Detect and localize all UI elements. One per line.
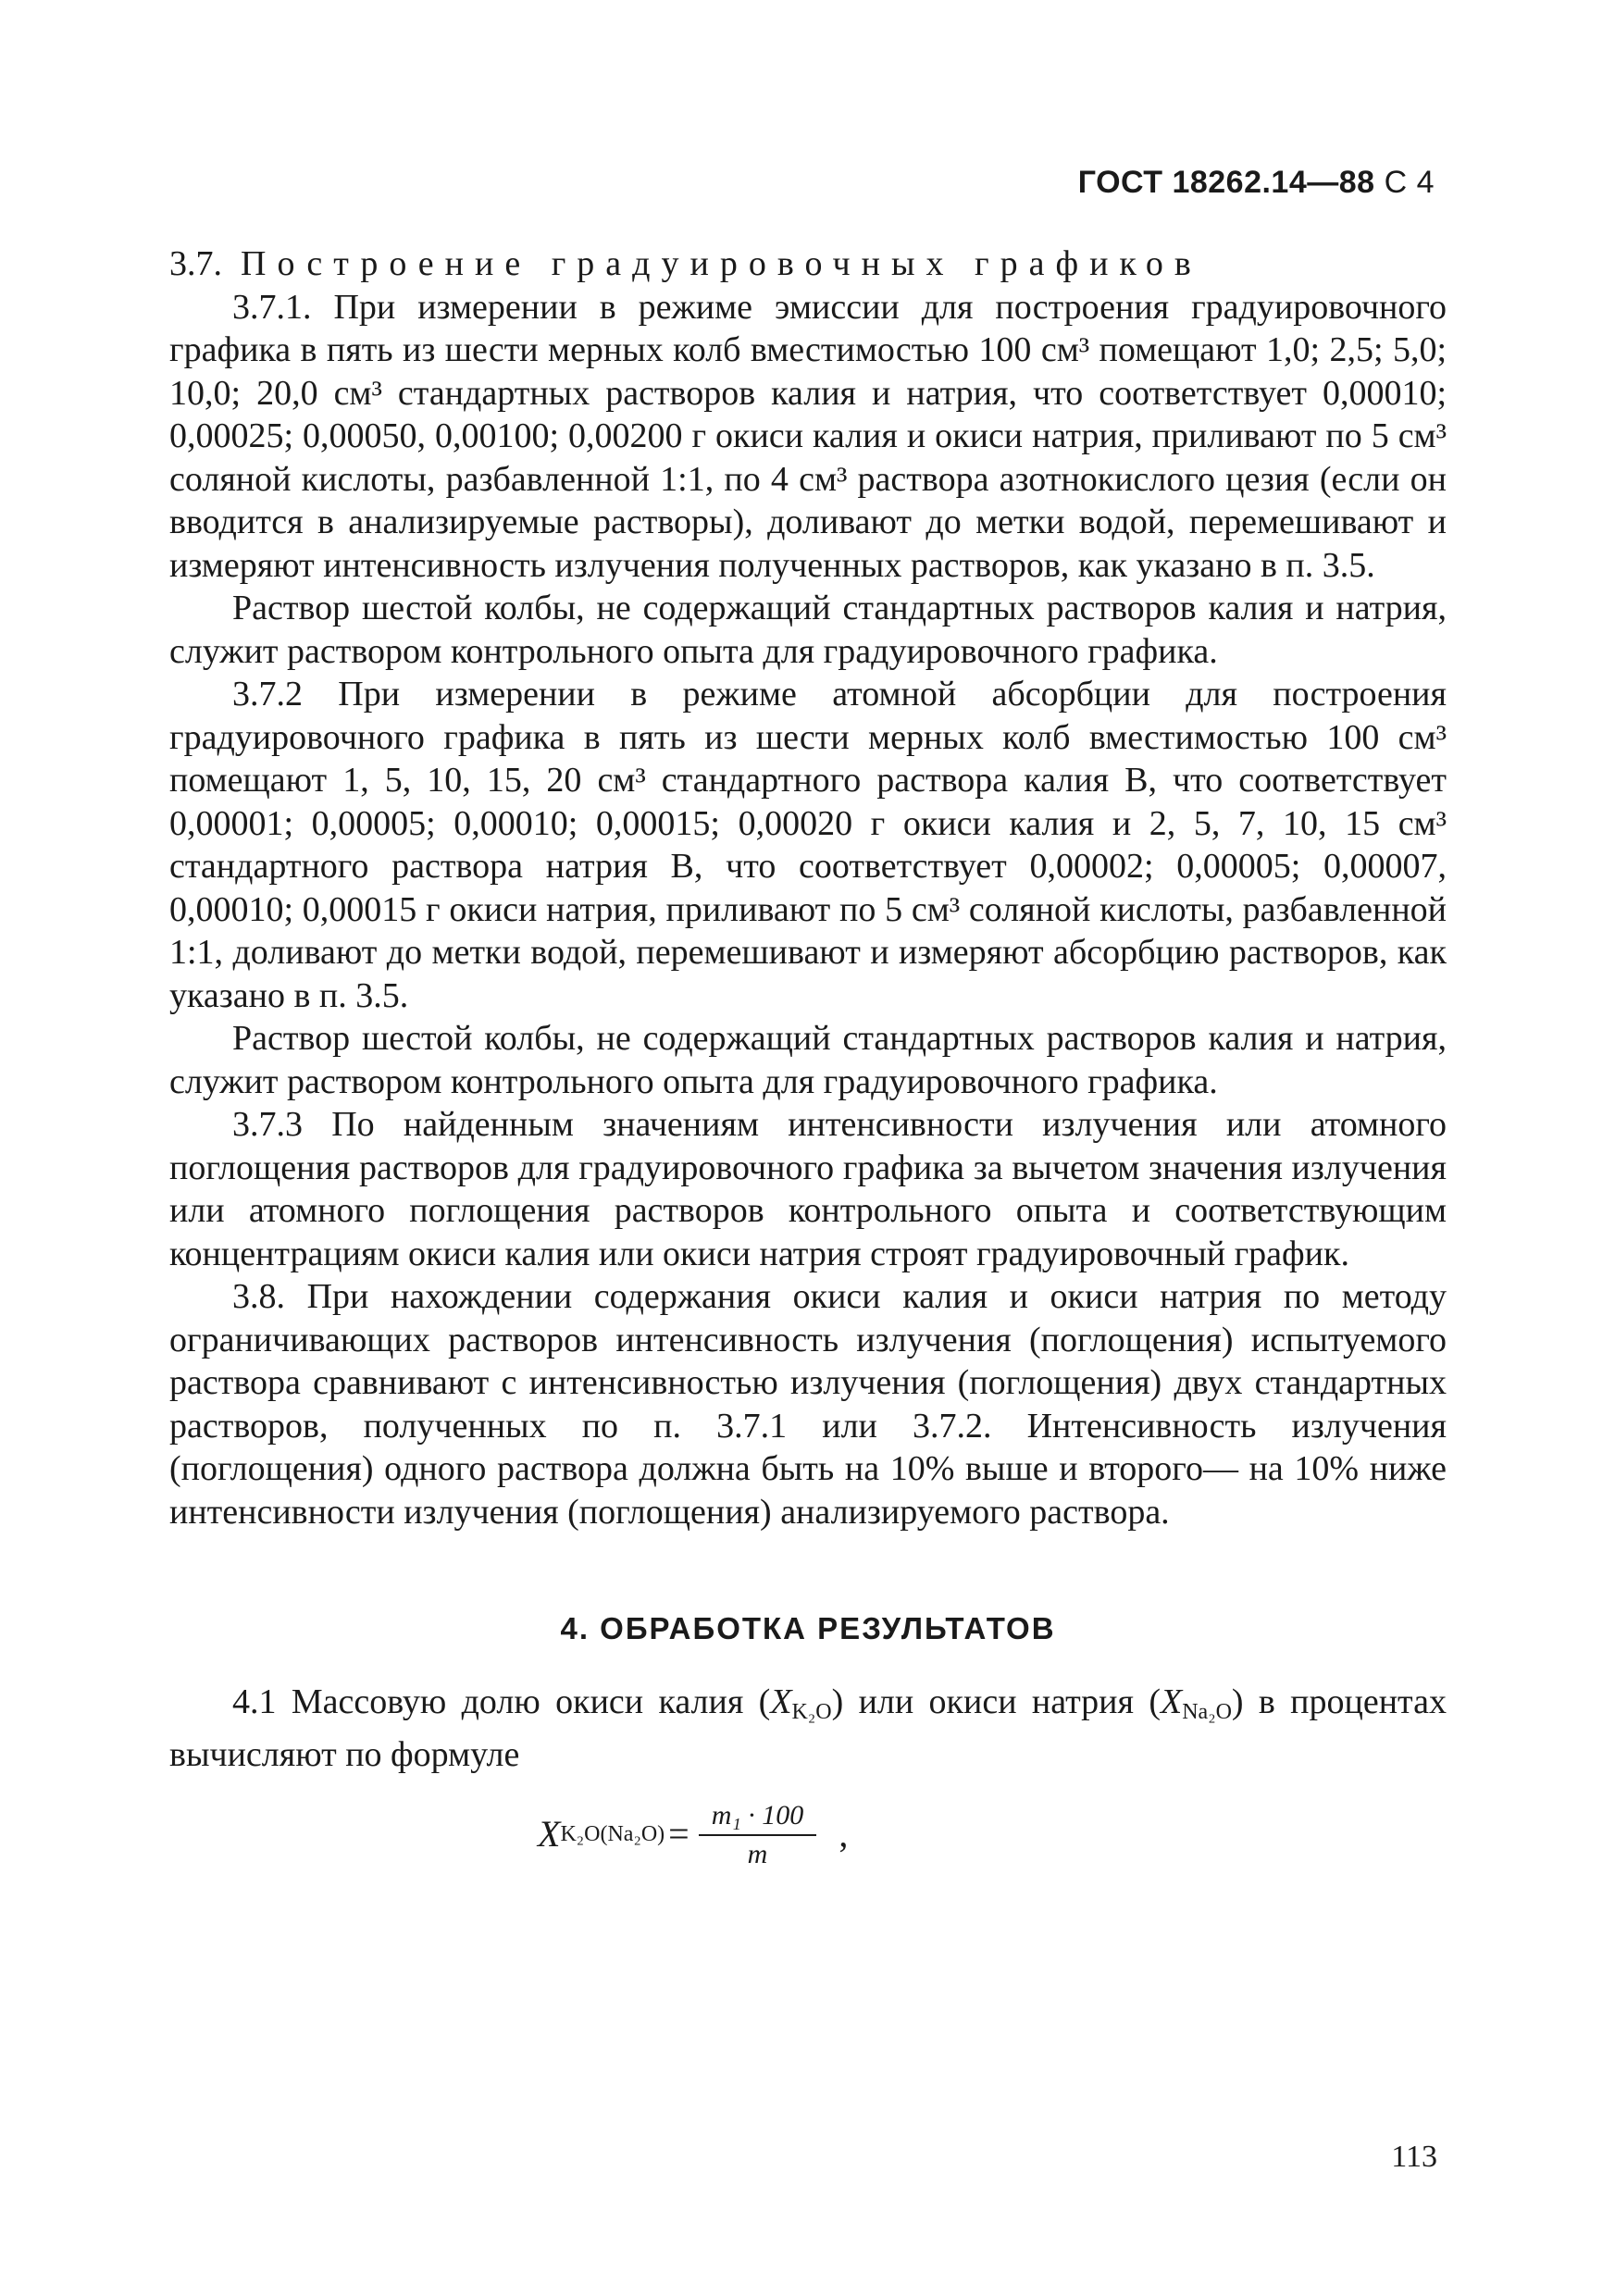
paragraph-3-7-2-control: Раствор шестой колбы, не содержащий стандартных растворов калия и натрия, служит раствором контрольного опыта для градуировочного графика. (169, 1019, 1447, 1101)
mass-fraction-formula (538, 1799, 848, 1871)
p41-tail: ) в процентах вычисляют по формуле (169, 1682, 1447, 1774)
x-k2o-symbol: X (770, 1682, 792, 1721)
p41-lead: 4.1 Массовую долю окиси калия ( (232, 1682, 771, 1721)
formula-block (169, 1786, 1447, 1888)
paragraph-3-7-1: 3.7.1. При измерении в режиме эмиссии для построения градуировочного графика в пять из шести мерных колб вместимостью 100 см³ помещают 1,0; 2,5; 5,0; 10,0; 20,0 см³ стандартных растворов калия и натрия, что соответствует 0,00010; 0,00025; 0,00050, 0,00100; 0,00200 г окиси калия и окиси натрия, приливают по 5 см³ соляной кислоты, разбавленной 1:1, по 4 см³ раствора азотнокислого цезия (если он вводится в анализируемые растворы), доливают до метки водой, перемешивают и измеряют интенсивность излучения полученных растворов, как указано в п. 3.5. (169, 287, 1447, 585)
page-number: 113 (1391, 2140, 1437, 2174)
p41-middle: ) или окиси натрия ( (831, 1682, 1161, 1721)
formula-numerator: m₁ · 100 (699, 1799, 817, 1836)
page-header (1078, 165, 1435, 201)
formula-lhs-symbol: X (538, 1813, 561, 1855)
paragraph-3-7-3: 3.7.3 По найденным значениям интенсивности излучения или атомного поглощения растворов для градуировочного графика за вычетом значения излучения или атомного поглощения растворов контрольного опыта и соответствующим концентрациям окиси калия или окиси натрия строят градуировочный график. (169, 1105, 1447, 1273)
paragraph-3-7-1-control: Раствор шестой колбы, не содержащий стандартных растворов калия и натрия, служит раствором контрольного опыта для градуировочного графика. (169, 589, 1447, 671)
x-k2o-subscript: K₂O (791, 1699, 832, 1724)
section-title: Построение градуировочных графиков (241, 244, 1202, 283)
x-na2o-subscript: Na₂O (1182, 1699, 1232, 1724)
document-body (169, 242, 1447, 1888)
formula-fraction (699, 1799, 817, 1871)
section-heading-3-7 (169, 242, 1447, 286)
formula-trailing-comma: , (839, 1813, 849, 1855)
chapter-title-4: 4. ОБРАБОТКА РЕЗУЛЬТАТОВ (560, 1611, 1056, 1645)
section-number: 3.7. (169, 244, 222, 283)
standard-number: ГОСТ 18262.14—88 (1077, 165, 1375, 200)
formula-equals: = (668, 1813, 689, 1855)
formula-lhs-subscript: K₂O(Na₂O) (560, 1822, 665, 1847)
paragraph-4-1 (169, 1681, 1447, 1777)
x-na2o-symbol: X (1161, 1682, 1183, 1721)
paragraph-3-8: 3.8. При нахождении содержания окиси калия и окиси натрия по методу ограничивающих растворов интенсивность излучения (поглощения) испытуемого раствора сравнивают с интенсивностью излучения (поглощения) двух стандартных растворов, полученных по п. 3.7.1 или 3.7.2. Интенсивность излучения (поглощения) одного раствора должна быть на 10% выше и второго— на 10% ниже интенсивности излучения (поглощения) анализируемого раствора. (169, 1277, 1447, 1532)
page-reference: С 4 (1384, 165, 1435, 200)
formula-denominator: m (747, 1838, 768, 1869)
paragraph-3-7-2: 3.7.2 При измерении в режиме атомной абсорбции для построения градуировочного графика в пять из шести мерных колб вместимостью 100 см³ помещают 1, 5, 10, 15, 20 см³ стандартного раствора калия В, что соответствует 0,00001; 0,00005; 0,00010; 0,00015; 0,00020 г окиси калия и 2, 5, 7, 10, 15 см³ стандартного раствора натрия В, что соответствует 0,00002; 0,00005; 0,00007, 0,00010; 0,00015 г окиси натрия, приливают по 5 см³ соляной кислоты, разбавленной 1:1, доливают до метки водой, перемешивают и измеряют абсорбцию растворов, как указано в п. 3.5. (169, 675, 1447, 1015)
